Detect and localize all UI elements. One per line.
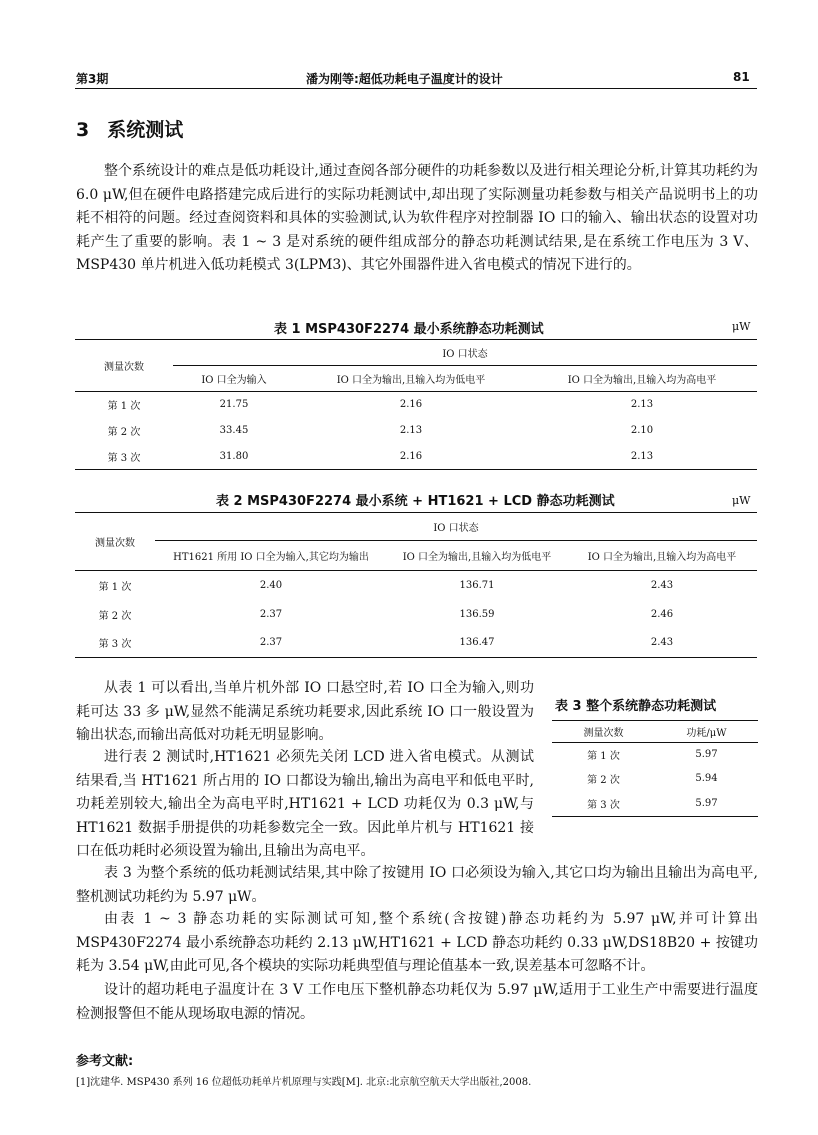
- table2-col-header: IO 口全为输出,且输入均为低电平: [402, 552, 552, 563]
- table1-cell: 2.16: [399, 399, 423, 411]
- table1-cell: 2.13: [630, 399, 654, 411]
- header-rule: [75, 88, 757, 89]
- table2-row-header: 测量次数: [95, 538, 135, 549]
- table2-row-label: 第 2 次: [98, 610, 132, 622]
- table2-cell: 2.40: [259, 579, 283, 591]
- table2-cell: 2.46: [650, 608, 674, 620]
- issue-number: 第3期: [76, 72, 109, 86]
- table-row: [552, 743, 758, 767]
- table2-row-label: 第 3 次: [98, 639, 132, 651]
- reference-item: [1]沈建华. MSP430 系列 16 位超低功耗单片机原理与实践[M]. 北京:北京航空航天大学出版社,2008.: [76, 1077, 532, 1088]
- table2-col-header: HT1621 所用 IO 口全为输入,其它均为输出: [173, 552, 369, 563]
- paragraph-4: 表 3 为整个系统的低功耗测试结果,其中除了按键用 IO 口必须设为输入,其它口均为输出且输出为高电平,整机测试功耗约为 5.97 μW。: [76, 865, 758, 905]
- table3-col-header: 功耗/μW: [686, 728, 727, 739]
- paragraph-6: 设计的超功耗电子温度计在 3 V 工作电压下整机静态功耗仅为 5.97 μW,适用于工业生产中需要进行温度检测报警但不能从现场取电源的情况。: [76, 982, 758, 1022]
- table-row: [552, 791, 758, 817]
- table3: [552, 720, 758, 817]
- running-title: 潘为刚等:超低功耗电子温度计的设计: [306, 72, 503, 86]
- table1-unit: μW: [732, 320, 751, 333]
- table2-unit: μW: [732, 494, 751, 507]
- table3-cell: 5.94: [695, 773, 718, 784]
- table1-cell: 2.13: [630, 450, 654, 462]
- table-row: [75, 444, 757, 470]
- table1-caption: 表 1 MSP430F2274 最小系统静态功耗测试: [274, 322, 544, 337]
- section-number: 3: [76, 119, 90, 141]
- table2-caption: 表 2 MSP430F2274 最小系统 + HT1621 + LCD 静态功耗测试: [216, 494, 615, 509]
- table-row: [75, 418, 757, 444]
- table2-cell: 136.47: [459, 637, 495, 649]
- table1-row-label: 第 1 次: [107, 401, 141, 413]
- table1: [75, 339, 757, 470]
- table-row: [75, 600, 757, 629]
- table3-row-label: 第 3 次: [587, 799, 620, 811]
- table3-row-label: 第 2 次: [587, 775, 620, 786]
- table3-caption: 表 3 整个系统静态功耗测试: [555, 699, 717, 714]
- table2-row-label: 第 1 次: [98, 581, 132, 593]
- table1-cell: 31.80: [219, 450, 249, 462]
- table2-group-header: IO 口状态: [155, 513, 757, 541]
- table3-col-header: 测量次数: [583, 728, 624, 739]
- page-number: 81: [733, 70, 750, 84]
- table1-col-header: IO 口全为输入: [201, 375, 267, 386]
- table3-row-label: 第 1 次: [587, 751, 620, 763]
- section-title: 系统测试: [107, 119, 184, 141]
- table1-cell: 33.45: [219, 425, 249, 436]
- paragraph-2: 从表 1 可以看出,当单片机外部 IO 口悬空时,若 IO 口全为输入,则功耗可达 33 多 μW,显然不能满足系统功耗要求,因此系统 IO 口一般设置为输出状态,而输出高低对功耗无明显影响。: [76, 680, 534, 743]
- table-row: [75, 629, 757, 658]
- table-row: [75, 392, 757, 418]
- table3-cell: 5.97: [695, 797, 718, 809]
- table3-cell: 5.97: [695, 749, 718, 761]
- table-row: [552, 767, 758, 791]
- section-heading: [76, 115, 183, 142]
- table1-col-header: IO 口全为输出,且输入均为高电平: [567, 375, 717, 386]
- table2: [75, 512, 757, 658]
- table1-row-label: 第 2 次: [107, 427, 141, 438]
- table1-row-label: 第 3 次: [107, 452, 141, 464]
- table1-row-header: 测量次数: [104, 362, 144, 373]
- table2-cell: 136.59: [459, 608, 495, 620]
- table1-cell: 2.13: [399, 425, 423, 436]
- table1-col-header: IO 口全为输出,且输入均为低电平: [336, 375, 486, 386]
- table-row: [75, 571, 757, 600]
- paragraph-1: 整个系统设计的难点是低功耗设计,通过查阅各部分硬件的功耗参数以及进行相关理论分析,计算其功耗约为 6.0 μW,但在硬件电路搭建完成后进行的实际功耗测试中,却出现了实际测量功耗参数与相关产品说明书上的功耗不相符的问题。经过查阅资料和具体的实验测试,认为软件程序对控制器 IO 口的输入、输出状态的设置对功耗产生了重要的影响。表 1 ~ 3 是对系统的硬件组成部分的静态功耗测试结果,是在系统工作电压为 3 V、MSP430 单片机进入低功耗模式 3(LPM3)、其它外围器件进入省电模式的情况下进行的。: [76, 163, 758, 273]
- table2-cell: 2.43: [650, 637, 674, 649]
- references-heading: 参考文献:: [76, 1054, 134, 1069]
- paragraph-3: 进行表 2 测试时,HT1621 必须先关闭 LCD 进入省电模式。从测试结果看,当 HT1621 所占用的 IO 口都设为输出,输出为高电平和低电平时,功耗差别较大,输出全为高电平时,HT1621 + LCD 功耗仅为 0.3 μW,与 HT1621 数据手册提供的功耗参数完全一致。因此单片机与 HT1621 接口在低功耗时必须设置为输出,且输出为高电平。: [76, 749, 534, 859]
- paragraph-5: 由表 1 ~ 3 静态功耗的实际测试可知,整个系统(含按键)静态功耗约为 5.97 μW,并可计算出 MSP430F2274 最小系统静态功耗约 2.13 μW,HT1621 + LCD 静态功耗约 0.33 μW,DS18B20 + 按键功耗为 3.54 μW,由此可见,各个模块的实际功耗典型值与理论值基本一致,误差基本可忽略不计。: [76, 911, 758, 974]
- table2-cell: 2.37: [259, 637, 283, 649]
- table2-col-header: IO 口全为输出,且输入均为高电平: [587, 552, 737, 563]
- table1-group-header: IO 口状态: [173, 340, 757, 366]
- table1-cell: 21.75: [219, 399, 249, 411]
- table1-cell: 2.16: [399, 450, 423, 462]
- table2-cell: 2.37: [259, 608, 283, 620]
- table2-cell: 136.71: [459, 579, 495, 591]
- table1-cell: 2.10: [630, 425, 654, 436]
- table2-cell: 2.43: [650, 579, 674, 591]
